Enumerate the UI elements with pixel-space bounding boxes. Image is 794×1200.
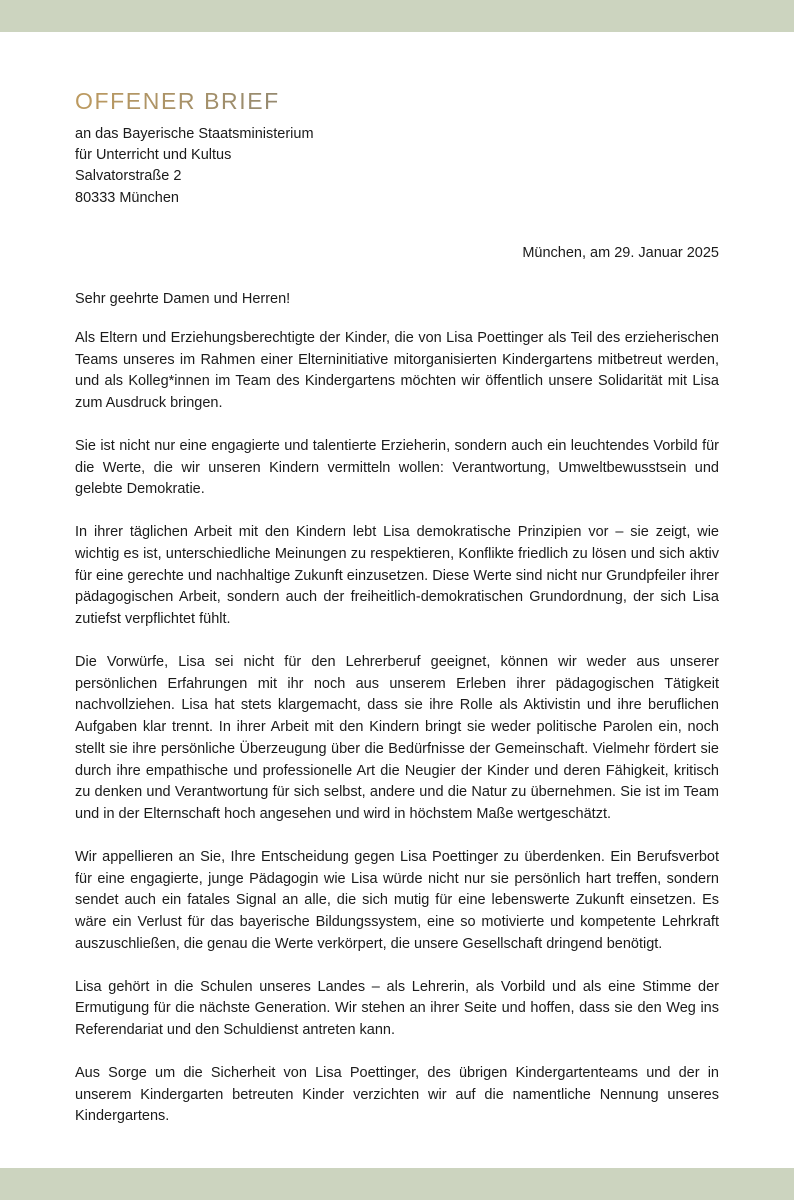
body-paragraph: In ihrer täglichen Arbeit mit den Kindern lebt Lisa demokratische Prinzipien vor – sie zeigt, wie wichtig es ist, unterschiedliche Meinungen zu respektieren, Konflikte friedlich zu lösen und sich aktiv für eine gerechte und nachhaltige Zukunft einzusetzen. Diese Werte sind nicht nur Grundpfeiler ihrer pädagogischen Arbeit, sondern auch der freiheitlich-demokratischen Grundordnung, der sich Lisa zutiefst verpflichtet fühlt.	[75, 524, 719, 628]
recipient-address	[75, 124, 719, 209]
recipient-line-2: für Unterricht und Kultus	[75, 146, 232, 163]
salutation: Sehr geehrte Damen und Herren!	[75, 290, 291, 307]
page-title: OFFENER BRIEF	[75, 88, 719, 116]
body-paragraph: Aus Sorge um die Sicherheit von Lisa Poettinger, des übrigen Kindergartenteams und der in unserem Kindergarten betreuten Kinder verzichten wir auf die namentliche Nennung unseres Kindergartens.	[75, 1064, 719, 1125]
recipient-line-3: Salvatorstraße 2	[75, 168, 182, 185]
recipient-line-4: 80333 München	[75, 189, 179, 206]
body-paragraph: Wir appellieren an Sie, Ihre Entscheidung gegen Lisa Poettinger zu überdenken. Ein Berufsverbot für eine engagierte, junge Pädagogin wie Lisa würde nicht nur sie persönlich hart treffen, sondern sendet auch ein fatales Signal an alle, die sich mutig für eine lebenswerte Zukunft einsetzen. Es wäre ein Verlust für das bayerische Bildungssystem, eine so motivierte und kompetente Lehrkraft auszuschließen, die genau die Werte verkörpert, die unsere Gesellschaft dringend benötigt.	[75, 848, 719, 952]
body-paragraph: Die Vorwürfe, Lisa sei nicht für den Lehrerberuf geeignet, können wir weder aus unserer persönlichen Erfahrungen mit ihr noch aus unserem Erleben ihrer pädagogischen Tätigkeit nachvollziehen. Lisa hat stets klargemacht, dass sie ihre Rolle als Aktivistin und ihre beruflichen Aufgaben klar trennt. In ihrer Arbeit mit den Kindern bringt sie weder politische Parolen ein, noch stellt sie ihre persönliche Überzeugung über die Bedürfnisse der Gemeinschaft. Vielmehr fördert sie durch ihre empathische und professionelle Art die Neugier der Kinder und deren Fähigkeit, kritisch zu denken und Verantwortung für sich selbst, andere und die Natur zu übernehmen. Sie ist im Team und in der Elternschaft hoch angesehen und wird in höchstem Maße wertgeschätzt.	[75, 653, 719, 823]
letter-body	[75, 328, 719, 1128]
page-bottom-band	[0, 1168, 794, 1200]
recipient-line-1: an das Bayerische Staatsministerium	[75, 125, 314, 142]
body-paragraph: Sie ist nicht nur eine engagierte und talentierte Erzieherin, sondern auch ein leuchtendes Vorbild für die Werte, die wir unseren Kindern vermitteln wollen: Verantwortung, Umweltbewusstsein und gelebte Demokratie.	[75, 437, 719, 498]
body-paragraph: Als Eltern und Erziehungsberechtigte der Kinder, die von Lisa Poettinger als Teil des erzieherischen Teams unseres im Rahmen einer Elterninitiative mitorganisierten Kindergartens mitbetreut werden, und als Kolleg*innen im Team des Kindergartens möchten wir öffentlich unsere Solidarität mit Lisa zum Ausdruck bringen.	[75, 329, 719, 412]
body-paragraph: Lisa gehört in die Schulen unseres Landes – als Lehrerin, als Vorbild und als eine Stimme der Ermutigung für die nächste Generation. Wir stehen an ihrer Seite und hoffen, dass sie den Weg ins Referendariat und den Schuldienst antreten kann.	[75, 978, 719, 1039]
letter-content	[75, 32, 719, 1143]
page-top-band	[0, 0, 794, 32]
date-line: München, am 29. Januar 2025	[522, 244, 719, 261]
